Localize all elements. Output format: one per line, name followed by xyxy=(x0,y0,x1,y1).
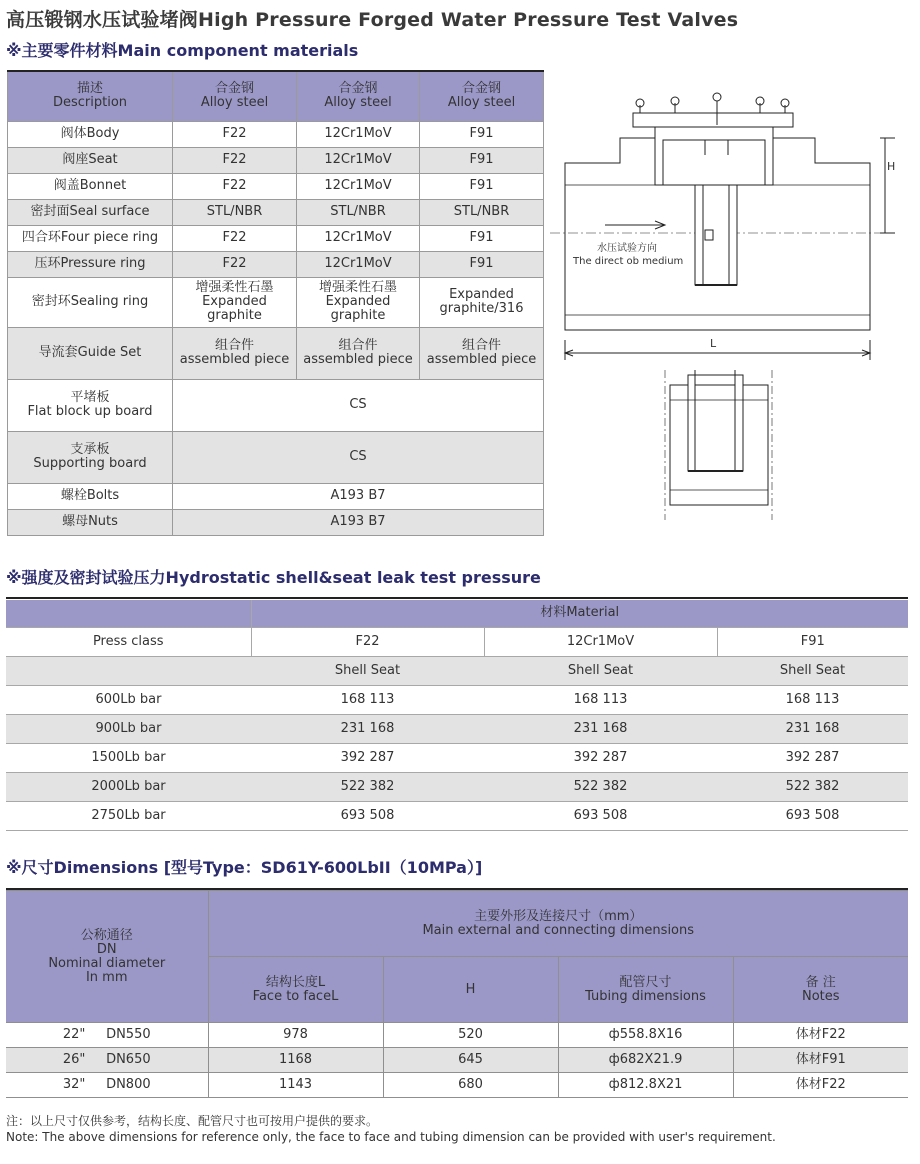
value-cell: 增强柔性石墨 Expanded graphite xyxy=(173,277,297,327)
desc-cell: 阀体Body xyxy=(8,121,173,147)
value-cell: 392 287 xyxy=(717,743,908,772)
value-cell: F22 xyxy=(173,173,297,199)
material-name: F91 xyxy=(717,627,908,656)
dn-cell: 32" DN800 xyxy=(6,1073,208,1098)
desc-cell: 螺母Nuts xyxy=(8,509,173,535)
value-cell: STL/NBR xyxy=(173,199,297,225)
value-cell: 组合件 assembled piece xyxy=(297,327,420,379)
materials-table xyxy=(7,70,544,536)
table-row-sealing xyxy=(8,277,544,327)
desc-cell: 螺栓Bolts xyxy=(8,483,173,509)
value-cell: 组合件 assembled piece xyxy=(420,327,544,379)
shell-seat-label: Shell Seat xyxy=(484,656,717,685)
value-cell: Expanded graphite/316 xyxy=(420,277,544,327)
value-cell: 645 xyxy=(383,1048,558,1073)
value-cell: 体材F91 xyxy=(733,1048,908,1073)
class-cell: 2750Lb bar xyxy=(6,801,251,830)
value-cell: STL/NBR xyxy=(420,199,544,225)
value-cell: 12Cr1MoV xyxy=(297,121,420,147)
material-name: 12Cr1MoV xyxy=(484,627,717,656)
press-class-label: Press class xyxy=(6,627,251,656)
main-dimensions-header: 主要外形及连接尺寸（mm） Main external and connecting dimensions xyxy=(208,891,908,957)
table-row-flat-board xyxy=(8,379,544,431)
dn-cell: 22" DN550 xyxy=(6,1023,208,1048)
desc-cell: 四合环Four piece ring xyxy=(8,225,173,251)
value-cell: 231 168 xyxy=(484,714,717,743)
value-cell: F91 xyxy=(420,173,544,199)
value-cell: F22 xyxy=(173,251,297,277)
value-cell: 增强柔性石墨 Expanded graphite xyxy=(297,277,420,327)
value-cell: 978 xyxy=(208,1023,383,1048)
value-cell: ф812.8X21 xyxy=(558,1073,733,1098)
page-title: 高压锻钢水压试验堵阀High Pressure Forged Water Pressure Test Valves xyxy=(6,9,739,31)
dimensions-header-row xyxy=(6,891,908,957)
header-cell: 合金钢 Alloy steel xyxy=(420,71,544,121)
pressure-table xyxy=(6,600,908,831)
pressure-heading: ※强度及密封试验压力Hydrostatic shell&seat leak test pressure xyxy=(6,568,541,587)
value-cell: 168 113 xyxy=(484,685,717,714)
value-cell: 体材F22 xyxy=(733,1023,908,1048)
shell-seat-label: Shell Seat xyxy=(717,656,908,685)
value-cell: F91 xyxy=(420,121,544,147)
value-cell: 168 113 xyxy=(251,685,484,714)
dn-cell: 26" DN650 xyxy=(6,1048,208,1073)
value-cell: 693 508 xyxy=(484,801,717,830)
desc-cell: 导流套Guide Set xyxy=(8,327,173,379)
dimensions-heading: ※尺寸Dimensions [型号Type：SD61Y-600LbII（10MPa）] xyxy=(6,858,483,877)
col-header: H xyxy=(383,957,558,1023)
table-row xyxy=(8,121,544,147)
value-cell: 522 382 xyxy=(717,772,908,801)
dn-header: 公称通径 DN Nominal diameter In mm xyxy=(6,891,208,1023)
table-row xyxy=(6,743,908,772)
pressure-materials-row xyxy=(6,627,908,656)
note-cn: 注：以上尺寸仅供参考，结构长度、配管尺寸也可按用户提供的要求。 xyxy=(6,1114,379,1128)
value-cell: 12Cr1MoV xyxy=(297,251,420,277)
material-name: F22 xyxy=(251,627,484,656)
table-row xyxy=(8,147,544,173)
header-cell: 描述 Description xyxy=(8,71,173,121)
value-cell: 12Cr1MoV xyxy=(297,147,420,173)
dimensions-table xyxy=(6,890,908,1098)
header-cell: 合金钢 Alloy steel xyxy=(173,71,297,121)
class-cell: 600Lb bar xyxy=(6,685,251,714)
value-cell: STL/NBR xyxy=(297,199,420,225)
table-row xyxy=(8,251,544,277)
value-cell: F22 xyxy=(173,147,297,173)
table-row xyxy=(8,199,544,225)
note-en: Note: The above dimensions for reference only, the face to face and tubing dimension can be provided with user's requirement. xyxy=(6,1130,776,1144)
value-cell: 12Cr1MoV xyxy=(297,225,420,251)
desc-cell: 平堵板 Flat block up board xyxy=(8,379,173,431)
valve-front-drawing xyxy=(545,85,915,365)
guide-set-outline xyxy=(695,185,737,285)
table-row-nuts xyxy=(8,509,544,535)
table-row-bolts xyxy=(8,483,544,509)
value-cell: 1143 xyxy=(208,1073,383,1098)
value-cell: F91 xyxy=(420,225,544,251)
desc-cell: 密封环Sealing ring xyxy=(8,277,173,327)
table-row xyxy=(6,1048,908,1073)
value-cell: 1168 xyxy=(208,1048,383,1073)
class-cell: 1500Lb bar xyxy=(6,743,251,772)
value-cell: 组合件 assembled piece xyxy=(173,327,297,379)
col-header: 配管尺寸 Tubing dimensions xyxy=(558,957,733,1023)
table-row xyxy=(6,1073,908,1098)
desc-cell: 压环Pressure ring xyxy=(8,251,173,277)
class-cell: 900Lb bar xyxy=(6,714,251,743)
table-row xyxy=(6,801,908,830)
value-cell: F22 xyxy=(173,225,297,251)
value-cell: 392 287 xyxy=(484,743,717,772)
value-cell: 522 382 xyxy=(484,772,717,801)
value-cell: CS xyxy=(173,431,544,483)
material-label: 材料Material xyxy=(251,600,908,627)
value-cell: CS xyxy=(173,379,544,431)
materials-header-row xyxy=(8,71,544,121)
value-cell: A193 B7 xyxy=(173,509,544,535)
value-cell: 392 287 xyxy=(251,743,484,772)
pressure-header-row xyxy=(6,600,908,627)
col-header: 结构长度L Face to faceL xyxy=(208,957,383,1023)
table-row xyxy=(8,225,544,251)
col-header: 备 注 Notes xyxy=(733,957,908,1023)
value-cell: ф558.8X16 xyxy=(558,1023,733,1048)
value-cell: F22 xyxy=(173,121,297,147)
value-cell: 231 168 xyxy=(251,714,484,743)
table-row xyxy=(6,772,908,801)
table-row xyxy=(8,173,544,199)
table-row xyxy=(6,1023,908,1048)
pressure-top-rule xyxy=(6,597,908,599)
value-cell: 231 168 xyxy=(717,714,908,743)
desc-cell: 阀座Seat xyxy=(8,147,173,173)
valve-side-drawing xyxy=(660,370,775,520)
class-cell: 2000Lb bar xyxy=(6,772,251,801)
dimension-l-label: L xyxy=(710,337,717,350)
flow-arrow xyxy=(605,221,665,229)
header-cell: 合金钢 Alloy steel xyxy=(297,71,420,121)
flow-direction-cn: 水压试验方向 xyxy=(597,243,657,254)
table-row-support-board xyxy=(8,431,544,483)
shell-seat-label: Shell Seat xyxy=(251,656,484,685)
value-cell: 522 382 xyxy=(251,772,484,801)
value-cell: 680 xyxy=(383,1073,558,1098)
value-cell: ф682X21.9 xyxy=(558,1048,733,1073)
value-cell: 520 xyxy=(383,1023,558,1048)
pressure-subheader-row xyxy=(6,656,908,685)
table-row xyxy=(6,685,908,714)
value-cell: 体材F22 xyxy=(733,1073,908,1098)
desc-cell: 密封面Seal surface xyxy=(8,199,173,225)
dimension-h-label: H xyxy=(887,160,896,173)
table-row xyxy=(6,714,908,743)
value-cell: 12Cr1MoV xyxy=(297,173,420,199)
table-row-guide xyxy=(8,327,544,379)
value-cell: A193 B7 xyxy=(173,483,544,509)
flow-direction-en: The direct ob medium xyxy=(573,256,684,267)
value-cell: F91 xyxy=(420,251,544,277)
desc-cell: 支承板 Supporting board xyxy=(8,431,173,483)
value-cell: 168 113 xyxy=(717,685,908,714)
desc-cell: 阀盖Bonnet xyxy=(8,173,173,199)
value-cell: F91 xyxy=(420,147,544,173)
materials-heading: ※主要零件材料Main component materials xyxy=(6,41,359,60)
value-cell: 693 508 xyxy=(717,801,908,830)
value-cell: 693 508 xyxy=(251,801,484,830)
